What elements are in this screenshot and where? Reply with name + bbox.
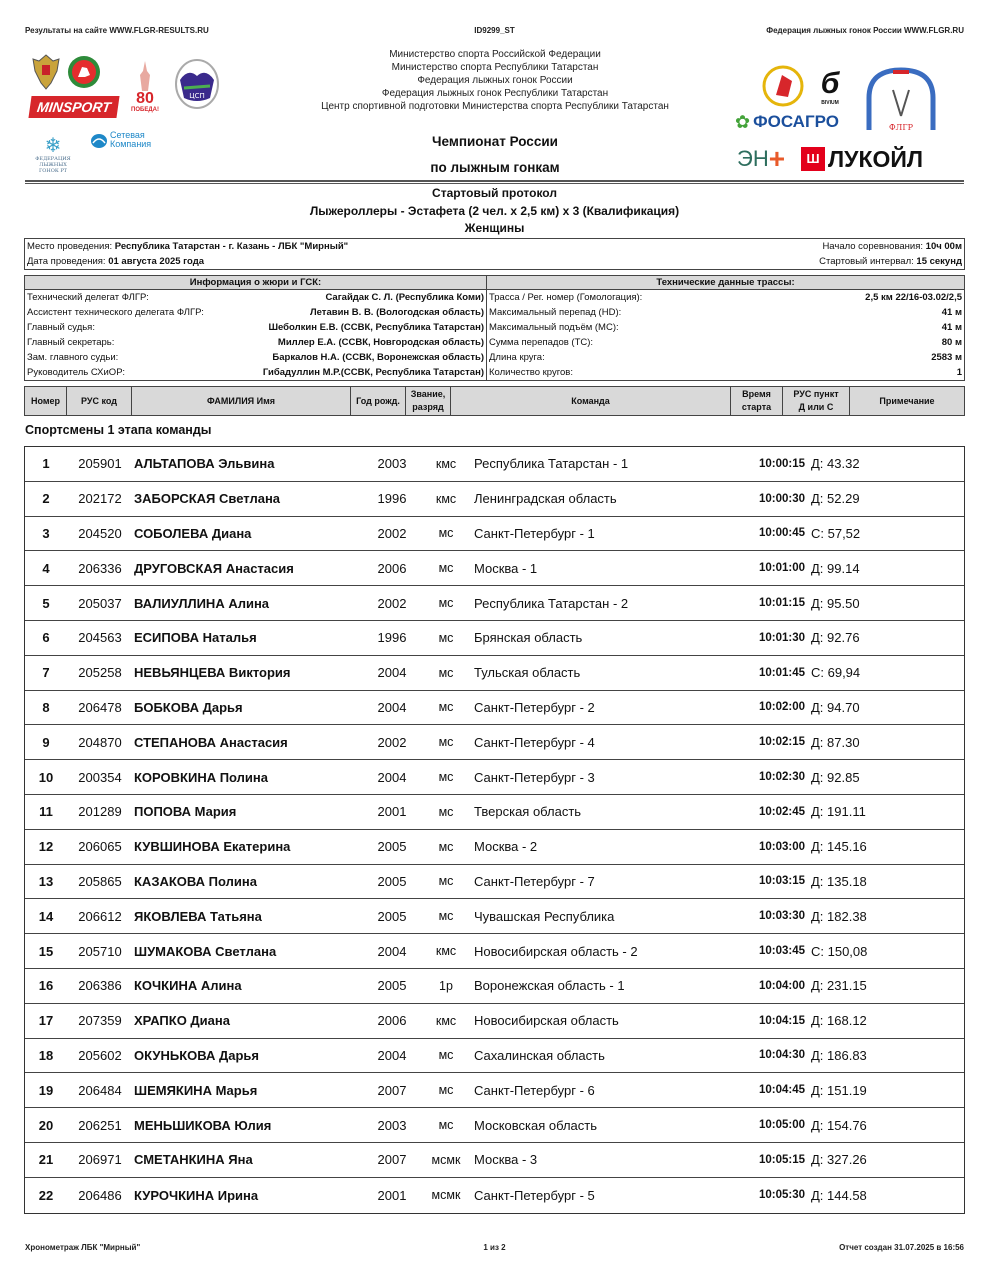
start-time: 10:04:00 [758, 979, 805, 992]
jury-row: Ассистент технического делегата ФЛГР: Летавин В. В. (Вологодская область) [27, 307, 484, 318]
date-label: Дата проведения: [27, 256, 109, 267]
athlete-rank: мс [438, 804, 454, 819]
athlete-number: 22 [38, 1187, 54, 1203]
athlete-name: ЗАБОРСКАЯ Светлана [134, 491, 281, 507]
venue-info [24, 238, 965, 270]
tatarstan-emblem-icon [66, 54, 102, 90]
athlete-rank: мс [438, 1083, 454, 1098]
athlete-name: СОБОЛЕВА Диана [134, 525, 252, 541]
rus-points: Д: 99.14 [811, 560, 860, 576]
col-num: Номер [25, 387, 67, 415]
start-time: 10:03:30 [758, 910, 805, 923]
athlete-name: ЕСИПОВА Наталья [134, 630, 257, 646]
results-site-link[interactable]: Результаты на сайте WWW.FLGR-RESULTS.RU [25, 26, 209, 35]
rus-code: 202172 [78, 491, 122, 507]
birth-year: 2002 [377, 595, 407, 611]
rus-code: 205037 [78, 595, 122, 611]
athlete-rank: мс [438, 909, 454, 924]
table-row [25, 830, 964, 865]
athlete-number: 7 [42, 665, 50, 681]
athlete-rank: мс [438, 700, 454, 715]
rus-points: Д: 231.15 [811, 978, 867, 994]
rus-code: 205602 [78, 1047, 122, 1063]
rus-points: Д: 135.18 [811, 873, 867, 889]
rus-points: Д: 92.85 [811, 769, 860, 785]
athlete-name: КОРОВКИНА Полина [134, 769, 269, 785]
athlete-name: АЛЬТАПОВА Эльвина [134, 456, 275, 472]
table-row [25, 1108, 964, 1143]
ski-federation-emblem-icon [761, 64, 805, 108]
athlete-number: 21 [38, 1152, 54, 1168]
rus-points: С: 57,52 [811, 525, 861, 541]
start-time: 10:05:00 [758, 1119, 805, 1132]
team-name: Республика Татарстан - 2 [474, 595, 629, 611]
team-name: Тверская область [474, 804, 582, 820]
athlete-number: 4 [42, 560, 50, 576]
place-label: Место проведения: [27, 241, 115, 252]
athlete-number: 8 [42, 699, 50, 715]
table-row [25, 551, 964, 586]
birth-year: 2004 [377, 943, 407, 959]
setevaya-kompaniya-logo: Сетевая Компания [90, 130, 172, 150]
rus-points: Д: 145.16 [811, 839, 867, 855]
rus-points: Д: 94.70 [811, 699, 860, 715]
svg-text:ФЛГР: ФЛГР [889, 123, 913, 132]
athlete-number: 2 [42, 491, 50, 507]
jury-row: Зам. главного судьи: Баркалов Н.А. (ССВК, Воронежская область) [27, 352, 484, 363]
start-time: 10:02:45 [758, 805, 805, 818]
csp-logo-icon [174, 58, 220, 110]
athlete-rank: мс [438, 874, 454, 889]
birth-year: 2005 [377, 839, 407, 855]
athlete-number: 6 [42, 630, 50, 646]
rus-points: Д: 43.32 [811, 456, 860, 472]
athlete-name: СМЕТАНКИНА Яна [134, 1152, 253, 1168]
rus-points: Д: 95.50 [811, 595, 860, 611]
athlete-number: 5 [42, 595, 50, 611]
athlete-rank: кмс [435, 491, 457, 506]
team-name: Республика Татарстан - 1 [474, 456, 629, 472]
minsport-rt-logo: MINSPORT [28, 96, 119, 118]
team-name: Санкт-Петербург - 4 [474, 734, 595, 750]
athlete-rank: мс [438, 839, 454, 854]
athlete-name: ДРУГОВСКАЯ Анастасия [134, 560, 294, 576]
athlete-rank: мс [438, 1048, 454, 1063]
athlete-rank: мс [438, 735, 454, 750]
birth-year: 2003 [377, 1117, 407, 1133]
jury-header: Информация о жюри и ГСК: [25, 276, 486, 290]
track-header: Технические данные трассы: [487, 276, 964, 290]
rus-code: 206251 [78, 1117, 122, 1133]
col-name: ФАМИЛИЯ Имя [132, 387, 351, 415]
team-name: Москва - 2 [474, 839, 538, 855]
rus-points: Д: 92.76 [811, 630, 860, 646]
rus-code: 206612 [78, 908, 122, 924]
table-row [25, 899, 964, 934]
athlete-number: 1 [42, 456, 50, 472]
rus-code: 204520 [78, 525, 122, 541]
section-title: Спортсмены 1 этапа команды [25, 423, 212, 437]
birth-year: 2005 [377, 873, 407, 889]
athlete-number: 16 [38, 978, 54, 994]
event-title: Лыжероллеры - Эстафета (2 чел. х 2,5 км) х 3 (Квалификация) [309, 204, 680, 218]
rus-points: Д: 144.58 [811, 1187, 867, 1203]
table-row [25, 656, 964, 691]
rus-points: Д: 327.26 [811, 1152, 867, 1168]
team-name: Санкт-Петербург - 7 [474, 873, 595, 889]
athlete-number: 14 [38, 908, 54, 924]
athlete-rank: кмс [435, 1013, 457, 1028]
athlete-name: СТЕПАНОВА Анастасия [134, 734, 288, 750]
header-divider [25, 180, 964, 184]
start-time: 10:04:30 [758, 1049, 805, 1062]
start-time: 10:02:30 [758, 771, 805, 784]
start-time: 10:03:45 [758, 945, 805, 958]
page-footer [25, 1243, 964, 1255]
table-row [25, 1039, 964, 1074]
team-name: Москва - 1 [474, 560, 538, 576]
start-value: 10ч 00м [925, 241, 962, 252]
rus-code: 206065 [78, 839, 122, 855]
rus-points: Д: 151.19 [811, 1082, 867, 1098]
athlete-name: БОБКОВА Дарья [134, 699, 243, 715]
athlete-number: 3 [42, 525, 50, 541]
athlete-rank: мс [438, 596, 454, 611]
athlete-rank: мс [438, 561, 454, 576]
track-row: Трасса / Рег. номер (Гомологация): 2,5 км 22/16-03.02/2,5 [489, 292, 962, 303]
athlete-name: ВАЛИУЛЛИНА Алина [134, 595, 270, 611]
table-row [25, 725, 964, 760]
track-row: Сумма перепадов (TC): 80 м [489, 337, 962, 348]
track-panel [487, 275, 965, 381]
interval-value: 15 секунд [916, 256, 962, 267]
birth-year: 2001 [377, 1187, 407, 1203]
rus-code: 206336 [78, 560, 122, 576]
athletes-table [24, 446, 965, 1214]
col-points: РУС пункт Д или С [783, 387, 850, 415]
start-time: 10:01:00 [758, 562, 805, 575]
lukoil-mark-icon: Ш [801, 147, 825, 171]
athlete-rank: 1р [439, 978, 453, 993]
place-value: Республика Татарстан - г. Казань - ЛБК "Мирный" [114, 241, 349, 252]
jury-row: Руководитель СХиОР: Гибадуллин М.Р.(ССВК, Республика Татарстан) [27, 367, 484, 378]
start-time: 10:01:15 [758, 597, 805, 610]
athlete-name: ЯКОВЛЕВА Татьяна [134, 908, 262, 924]
interval-label: Стартовый интервал: [819, 256, 917, 267]
start-time: 10:00:30 [758, 492, 805, 505]
team-name: Москва - 3 [474, 1152, 538, 1168]
minsport-russia-emblem-icon [30, 52, 62, 92]
athlete-name: НЕВЬЯНЦЕВА Виктория [134, 665, 291, 681]
report-created: Отчет создан 31.07.2025 в 16:56 [839, 1243, 964, 1252]
rus-points: Д: 168.12 [811, 1013, 867, 1029]
athlete-number: 20 [38, 1117, 54, 1133]
rus-code: 206486 [78, 1187, 122, 1203]
start-time: 10:02:00 [758, 701, 805, 714]
table-row [25, 1073, 964, 1108]
col-rus: РУС код [67, 387, 132, 415]
start-time: 10:02:15 [758, 736, 805, 749]
table-row [25, 934, 964, 969]
table-row [25, 1004, 964, 1039]
birth-year: 2004 [377, 665, 407, 681]
rus-code: 207359 [78, 1013, 122, 1029]
team-name: Московская область [474, 1117, 598, 1133]
fosagro-logo: ✿ ФОСАГРО [735, 112, 839, 132]
birth-year: 2004 [377, 1047, 407, 1063]
rus-points: Д: 191.11 [811, 804, 866, 820]
championship-subtitle: по лыжным гонкам [430, 160, 560, 175]
championship-title: Чемпионат России [432, 134, 558, 149]
athlete-name: ХРАПКО Диана [134, 1013, 230, 1029]
80-pobeda-logo: 80 ПОБЕДА! [130, 52, 160, 122]
athlete-name: КОЧКИНА Алина [134, 978, 242, 994]
team-name: Ленинградская область [474, 491, 617, 507]
rus-code: 201289 [78, 804, 122, 820]
col-team: Команда [451, 387, 731, 415]
en-plus-logo: ЭН + [737, 143, 786, 174]
table-row [25, 795, 964, 830]
rus-code: 206484 [78, 1082, 122, 1098]
start-time: 10:03:15 [758, 875, 805, 888]
birth-year: 2003 [377, 456, 407, 472]
athlete-rank: кмс [435, 944, 457, 959]
page-top-line [25, 26, 964, 38]
team-name: Новосибирская область [474, 1013, 619, 1029]
athlete-number: 19 [38, 1082, 54, 1098]
athlete-number: 10 [38, 769, 54, 785]
team-name: Санкт-Петербург - 6 [474, 1082, 595, 1098]
birth-year: 2005 [377, 978, 407, 994]
table-row [25, 517, 964, 552]
team-name: Санкт-Петербург - 3 [474, 769, 595, 785]
athlete-name: МЕНЬШИКОВА Юлия [134, 1117, 272, 1133]
athlete-rank: мсмк [431, 1152, 461, 1167]
athlete-number: 18 [38, 1047, 54, 1063]
start-time: 10:04:15 [758, 1014, 805, 1027]
track-row: Длина круга: 2583 м [489, 352, 962, 363]
athlete-rank: кмс [435, 456, 457, 471]
start-time: 10:00:15 [758, 457, 805, 470]
athlete-name: ШУМАКОВА Светлана [134, 943, 277, 959]
svg-text:ЦСП: ЦСП [189, 92, 205, 100]
birth-year: 2002 [377, 525, 407, 541]
birth-year: 2004 [377, 769, 407, 785]
jury-row: Главный судья: Шеболкин Е.В. (ССВК, Республика Татарстан) [27, 322, 484, 333]
athlete-name: ШЕМЯКИНА Марья [134, 1082, 258, 1098]
birth-year: 2007 [377, 1082, 407, 1098]
birth-year: 2004 [377, 699, 407, 715]
athlete-number: 11 [39, 804, 53, 820]
table-row [25, 447, 964, 482]
info-panels [24, 275, 965, 381]
birth-year: 1996 [377, 491, 407, 507]
right-logos [735, 62, 975, 180]
team-name: Санкт-Петербург - 1 [474, 525, 595, 541]
athlete-number: 12 [38, 839, 54, 855]
birth-year: 2006 [377, 1013, 407, 1029]
date-value: 01 августа 2025 года [108, 256, 205, 267]
organizer-line: Центр спортивной подготовки Министерства спорта Республики Татарстан [321, 101, 669, 112]
rus-points: Д: 154.76 [811, 1117, 867, 1133]
athlete-name: ПОПОВА Мария [134, 804, 237, 820]
athlete-name: КАЗАКОВА Полина [134, 873, 257, 889]
rus-points: С: 69,94 [811, 665, 861, 681]
rus-code: 206478 [78, 699, 122, 715]
bivium-logo: б BIVIUM [820, 67, 840, 106]
team-name: Тульская область [474, 665, 581, 681]
athlete-number: 13 [38, 873, 54, 889]
athlete-name: КУВШИНОВА Екатерина [134, 839, 291, 855]
birth-year: 2001 [377, 804, 407, 820]
col-year: Год рожд. [351, 387, 406, 415]
athlete-name: ОКУНЬКОВА Дарья [134, 1047, 259, 1063]
start-time: 10:00:45 [758, 527, 805, 540]
table-row [25, 969, 964, 1004]
birth-year: 2006 [377, 560, 407, 576]
federation-site-link[interactable]: Федерация лыжных гонок России WWW.FLGR.RU [766, 26, 964, 35]
organizer-line: Федерация лыжных гонок России [417, 75, 573, 86]
rus-code: 206386 [78, 978, 122, 994]
lukoil-logo: Ш ЛУКОЙЛ [801, 144, 971, 174]
organizers-list [290, 48, 700, 113]
table-row [25, 865, 964, 900]
athlete-rank: мсмк [431, 1188, 461, 1203]
team-name: Сахалинская область [474, 1047, 605, 1063]
rus-points: Д: 186.83 [811, 1047, 867, 1063]
start-time: 10:01:45 [758, 666, 805, 679]
table-row [25, 621, 964, 656]
rus-code: 205710 [78, 943, 122, 959]
track-row: Максимальный подъём (MC): 41 м [489, 322, 962, 333]
rus-points: Д: 52.29 [811, 491, 860, 507]
document-id: ID9299_ST [474, 26, 515, 35]
birth-year: 2007 [377, 1152, 407, 1168]
athlete-rank: мс [438, 770, 454, 785]
snowflake-icon: ❄ [44, 135, 62, 157]
organizer-line: Министерство спорта Республики Татарстан [391, 62, 599, 73]
start-time: 10:05:15 [758, 1153, 805, 1166]
timing-provider: Хронометраж ЛБК "Мирный" [25, 1243, 141, 1252]
team-name: Санкт-Петербург - 5 [474, 1187, 595, 1203]
table-row [25, 1178, 964, 1213]
table-row [25, 691, 964, 726]
col-time: Время старта [731, 387, 783, 415]
organizer-line: Министерство спорта Российской Федерации [389, 49, 601, 60]
flgr-logo-icon [863, 66, 939, 136]
flower-icon: ✿ [735, 112, 751, 132]
table-row [25, 482, 964, 517]
organizer-line: Федерация лыжных гонок Республики Татарстан [381, 88, 609, 99]
birth-year: 2005 [377, 908, 407, 924]
rus-code: 204870 [78, 734, 122, 750]
athlete-number: 15 [38, 943, 54, 959]
team-name: Санкт-Петербург - 2 [474, 699, 595, 715]
athlete-name: КУРОЧКИНА Ирина [134, 1187, 259, 1203]
start-label: Начало соревнования: [822, 241, 926, 252]
left-logos [28, 52, 228, 180]
birth-year: 2002 [377, 734, 407, 750]
rus-points: С: 150,08 [811, 943, 868, 959]
jury-row: Технический делегат ФЛГР: Сагайдак С. Л. (Республика Коми) [27, 292, 484, 303]
athlete-rank: мс [438, 630, 454, 645]
athlete-rank: мс [438, 665, 454, 680]
rus-code: 204563 [78, 630, 122, 646]
track-row: Количество кругов: 1 [489, 367, 962, 378]
track-row: Максимальный перепад (HD): 41 м [489, 307, 962, 318]
rus-code: 205901 [78, 456, 122, 472]
team-name: Брянская область [474, 630, 583, 646]
birth-year: 1996 [377, 630, 407, 646]
page-number: 1 из 2 [483, 1243, 506, 1252]
rus-code: 205865 [78, 873, 122, 889]
athlete-number: 17 [38, 1013, 54, 1029]
start-time: 10:05:30 [758, 1189, 805, 1202]
team-name: Воронежская область - 1 [474, 978, 625, 994]
start-time: 10:01:30 [758, 631, 805, 644]
rus-code: 205258 [78, 665, 122, 681]
start-time: 10:03:00 [758, 840, 805, 853]
team-name: Новосибирская область - 2 [474, 943, 638, 959]
team-name: Чувашская Республика [474, 908, 615, 924]
table-row [25, 760, 964, 795]
rus-points: Д: 182.38 [811, 908, 867, 924]
start-time: 10:04:45 [758, 1084, 805, 1097]
athlete-number: 9 [42, 734, 50, 750]
rus-code: 206971 [78, 1152, 122, 1168]
col-rank: Звание, разряд [406, 387, 451, 415]
col-note: Примечание [879, 395, 935, 406]
rus-points: Д: 87.30 [811, 734, 860, 750]
jury-row: Главный секретарь: Миллер Е.А. (ССВК, Новгородская область) [27, 337, 484, 348]
flg-rt-logo: ❄ ФЕДЕРАЦИЯ ЛЫЖНЫХ ГОНОК РТ [35, 135, 71, 174]
table-row [25, 586, 964, 621]
athlete-rank: мс [438, 526, 454, 541]
protocol-title: Стартовый протокол [432, 186, 557, 200]
table-row [25, 1143, 964, 1178]
table-header [24, 386, 965, 416]
athlete-rank: мс [438, 1118, 454, 1133]
category-title: Женщины [464, 221, 525, 235]
jury-panel [24, 275, 487, 381]
rus-code: 200354 [78, 769, 122, 785]
